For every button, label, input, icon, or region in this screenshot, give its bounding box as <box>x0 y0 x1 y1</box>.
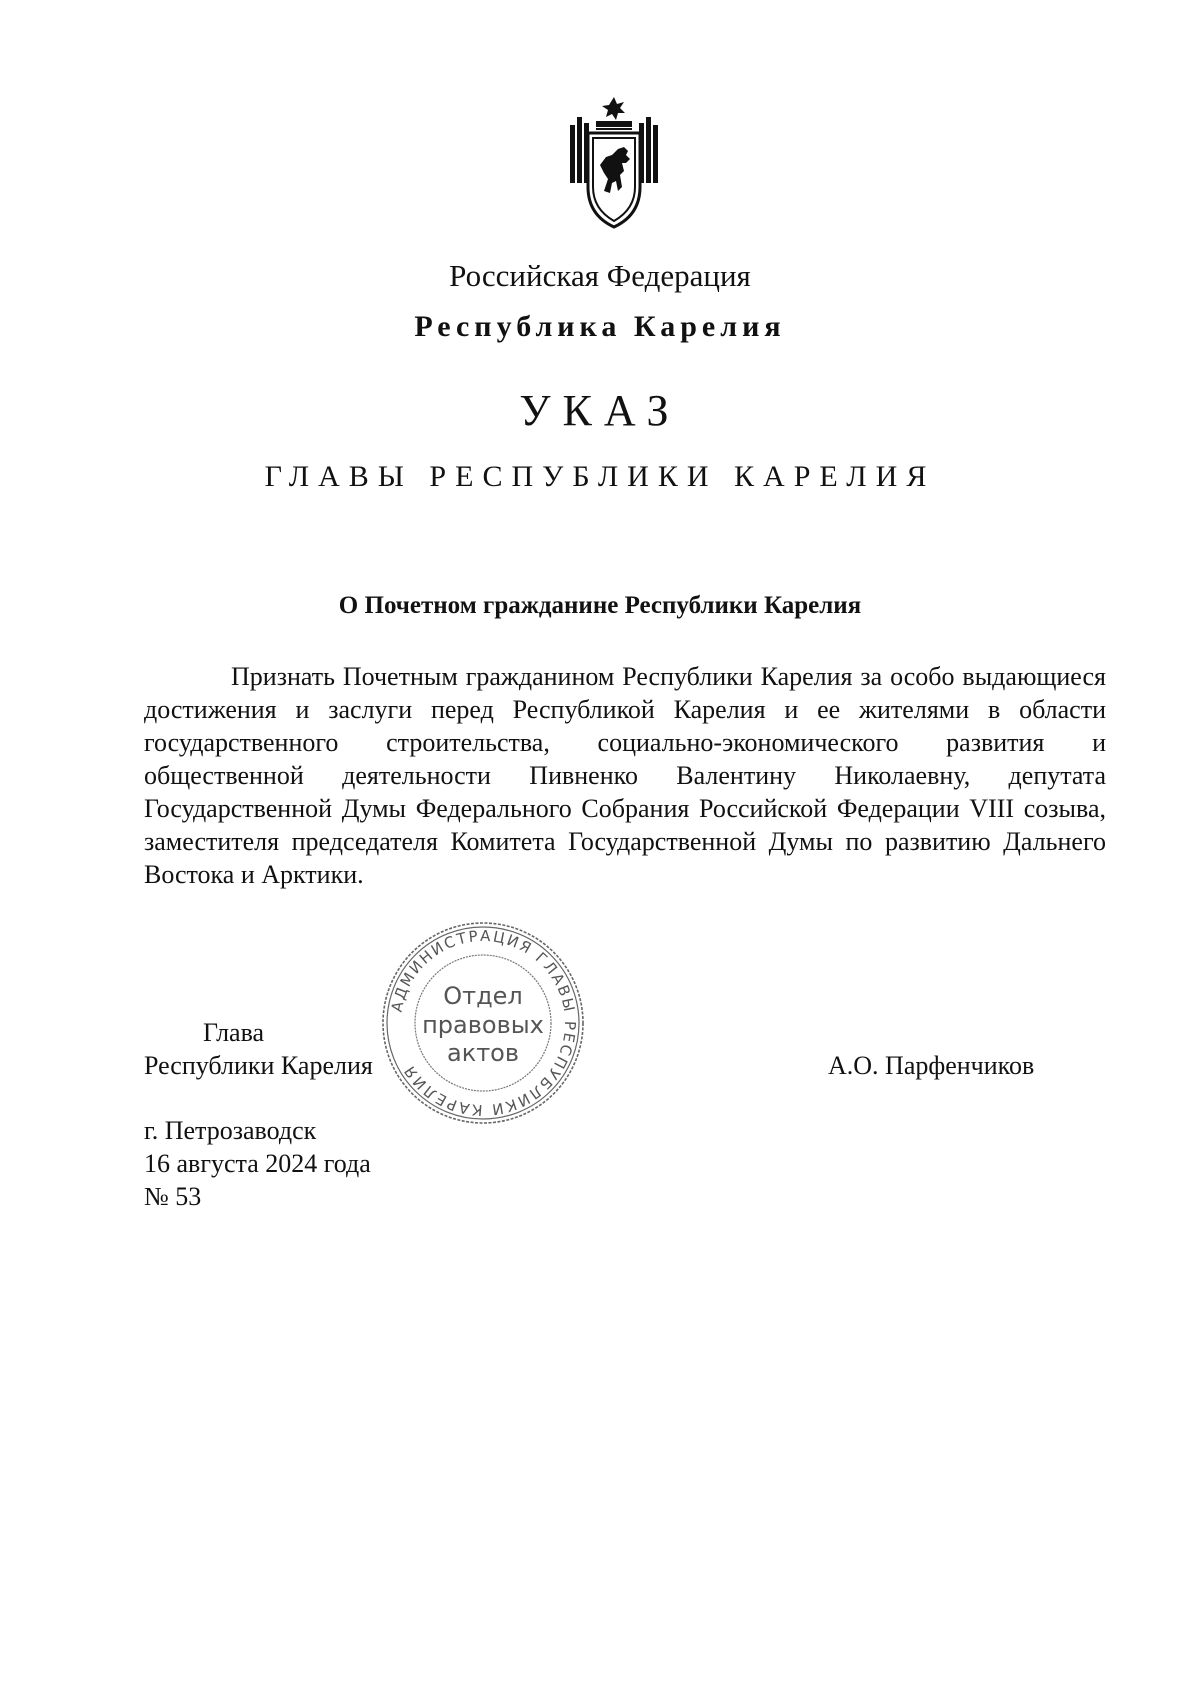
stamp-line2: правовых <box>422 1011 544 1039</box>
country-name: Российская Федерация <box>449 258 751 293</box>
stamp-line3: актов <box>446 1039 520 1067</box>
document-type: УКАЗ <box>519 386 681 435</box>
signatory-position-line2: Республики Карелия <box>144 1051 373 1080</box>
signatory-position-line1: Глава <box>203 1018 265 1047</box>
document-body: Признать Почетным гражданином Республики Карелия за особо выдающиеся достижения и заслуги перед Республикой Карелия и ее жителями в области государственного строительства, социально-экономического развития и общественной деятельности Пивненко Валентину Николаевну, депутата Государственной Думы Федерального Собрания Российской Федерации VIII созыва, заместителя председателя Комитета Государственной Думы по развитию Дальнего Востока и Арктики. <box>144 662 1106 889</box>
document-number: № 53 <box>144 1182 202 1211</box>
signatory-name: А.О. Парфенчиков <box>828 1051 1035 1080</box>
coat-of-arms-icon <box>566 95 662 231</box>
issue-date: 16 августа 2024 года <box>144 1149 371 1178</box>
document-issuer: ГЛАВЫ РЕСПУБЛИКИ КАРЕЛИЯ <box>264 460 936 493</box>
republic-name: Республика Карелия <box>414 310 786 343</box>
document-title: О Почетном гражданине Республики Карелия <box>338 592 862 619</box>
stamp-ring-text: АДМИНИСТРАЦИЯ ГЛАВЫ РЕСПУБЛИКИ КАРЕЛИЯ <box>387 926 580 1120</box>
issue-city: г. Петрозаводск <box>144 1116 317 1145</box>
official-stamp <box>380 920 586 1126</box>
stamp-line1: Отдел <box>443 982 523 1010</box>
